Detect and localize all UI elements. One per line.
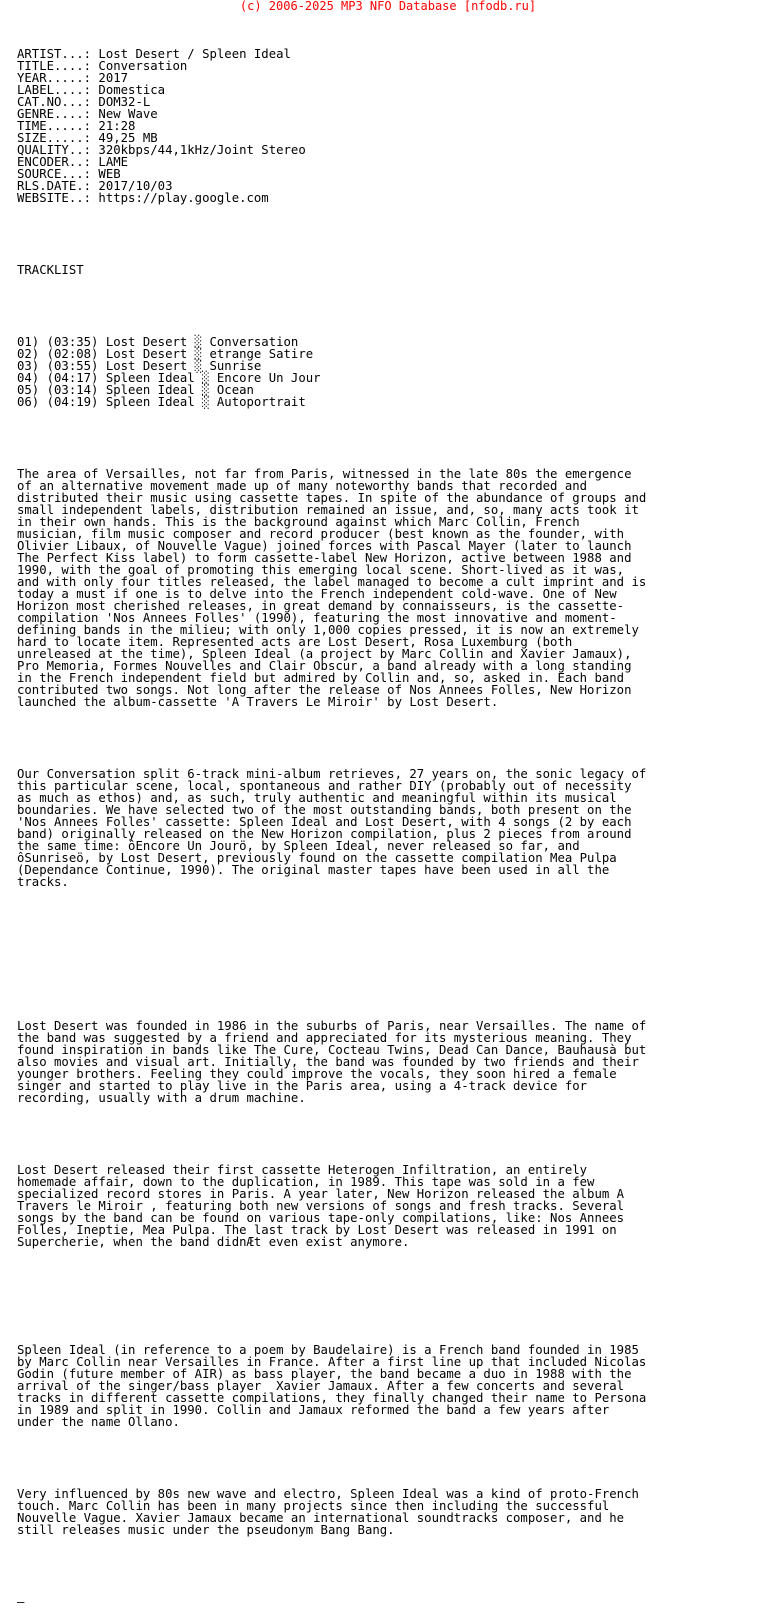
- text-line: (Dependance Continue, 1990). The original master tapes have been used in all the: [17, 863, 610, 877]
- text-line: in their own hands. This is the background against which Marc Collin, French: [17, 515, 580, 529]
- text-line: in the French independent field but admired by Collin and, so, asked in. Each band: [17, 671, 625, 685]
- text-line: the band was suggested by a friend and appreciated for its mysterious meaning. They: [17, 1031, 632, 1045]
- text-line: Lost Desert was founded in 1986 in the suburbs of Paris, near Versailles. The name of: [17, 1019, 647, 1033]
- lost-desert-bio-2: [17, 1164, 767, 1248]
- text-line: and with only four titles released, the label managed to become a cult imprint and is: [17, 575, 647, 589]
- info-line: GENRE....: New Wave: [17, 107, 158, 121]
- info-line: QUALITY..: 320kbps/44,1kHz/Joint Stereo: [17, 143, 306, 157]
- text-line: by Marc Collin near Versailles in France. After a first line up that included Nicolas: [17, 1355, 647, 1369]
- release-info: [17, 48, 767, 204]
- text-line: this particular scene, local, spontaneous and rather DIY (probably out of necessity: [17, 779, 632, 793]
- info-line: LABEL....: Domestica: [17, 83, 166, 97]
- spleen-ideal-bio-1: [17, 1344, 767, 1428]
- lost-desert-bio-1: [17, 1020, 767, 1104]
- text-line: 1990, with the goal of promoting this emerging local scene. Short-lived as it was,: [17, 563, 625, 577]
- info-line: ENCODER..: LAME: [17, 155, 129, 169]
- nfo-text: [17, 24, 767, 1620]
- text-line: tracks in different cassette compilations, they finally changed their name to Persona: [17, 1391, 647, 1405]
- text-line: Lost Desert released their first cassette Heterogen Infiltration, an entirely: [17, 1163, 588, 1177]
- text-line: also movies and visual art. Initially, the band was founded by two friends and their: [17, 1055, 639, 1069]
- text-line: Spleen Ideal (in reference to a poem by Baudelaire) is a French band founded in 1985: [17, 1343, 639, 1357]
- text-line: touch. Marc Collin has been in many projects since then including the successful: [17, 1499, 610, 1513]
- info-line: ARTIST...: Lost Desert / Spleen Ideal: [17, 47, 291, 61]
- text-line: in 1989 and split in 1990. Collin and Jamaux reformed the band a few years after: [17, 1403, 610, 1417]
- text-line: under the name Ollano.: [17, 1415, 180, 1429]
- text-line: Horizon most cherished releases, in great demand by connaisseurs, is the cassette-: [17, 599, 625, 613]
- text-line: Our Conversation split 6-track mini-album retrieves, 27 years on, the sonic legacy of: [17, 767, 647, 781]
- text-line: younger brothers. Feeling they could improve the vocals, they soon hired a female: [17, 1067, 617, 1081]
- info-line: TITLE....: Conversation: [17, 59, 188, 73]
- track-row: 05) (03:14) Spleen Ideal ░ Ocean: [17, 383, 254, 397]
- text-line: today a must if one is to delve into the French independent cold-wave. One of New: [17, 587, 617, 601]
- text-line: boundaries. We have selected two of the most outstanding bands, both present on the: [17, 803, 632, 817]
- text-line: singer and started to play live in the Paris area, using a 4-track device for: [17, 1079, 588, 1093]
- text-line: The Perfect Kiss label) to form cassette-label New Horizon, active between 1988 and: [17, 551, 632, 565]
- text-line: band) originally released on the New Horizon compilation, plus 2 pieces from around: [17, 827, 632, 841]
- text-line: musician, film music composer and record producer (best known as the founder, with: [17, 527, 625, 541]
- text-line: Folles, Ineptie, Mea Pulpa. The last track by Lost Desert was released in 1991 on: [17, 1223, 617, 1237]
- text-line: Olivier Libaux, of Nouvelle Vague) joined forces with Pascal Mayer (later to launch: [17, 539, 632, 553]
- text-line: defining bands in the milieu; with only 1,000 copies pressed, it is now an extremely: [17, 623, 639, 637]
- text-line: the same time: ôEncore Un Jourö, by Spleen Ideal, never released so far, and: [17, 839, 580, 853]
- info-line: TIME.....: 21:28: [17, 119, 136, 133]
- tracklist-heading: TRACKLIST: [17, 263, 84, 277]
- text-line: Very influenced by 80s new wave and electro, Spleen Ideal was a kind of proto-French: [17, 1487, 639, 1501]
- info-line: CAT.NO...: DOM32-L: [17, 95, 151, 109]
- text-line: ôSunriseö, by Lost Desert, previously found on the cassette compilation Mea Pulpa: [17, 851, 617, 865]
- text-line: recording, usually with a drum machine.: [17, 1091, 306, 1105]
- description-paragraph-1: [17, 468, 767, 708]
- text-line: homemade affair, down to the duplication, in 1989. This tape was sold in a few: [17, 1175, 595, 1189]
- text-line: specialized record stores in Paris. A year later, New Horizon released the album A: [17, 1187, 625, 1201]
- info-line: SOURCE...: WEB: [17, 167, 121, 181]
- text-line: distributed their music using cassette tapes. In spite of the abundance of groups and: [17, 491, 647, 505]
- text-line: small independent labels, distribution remained an issue, and, so, many acts took it: [17, 503, 639, 517]
- text-line: hard to locate item. Represented acts are Lost Desert, Rosa Luxemburg (both: [17, 635, 573, 649]
- text-line: launched the album-cassette 'A Travers Le Miroir' by Lost Desert.: [17, 695, 499, 709]
- track-row: 03) (03:55) Lost Desert ░ Sunrise: [17, 359, 262, 373]
- tracklist: [17, 336, 767, 408]
- track-row: 01) (03:35) Lost Desert ░ Conversation: [17, 335, 299, 349]
- text-line: unreleased at the time), Spleen Ideal (a project by Marc Collin and Xavier Jamaux),: [17, 647, 632, 661]
- info-line: RLS.DATE.: 2017/10/03: [17, 179, 173, 193]
- text-line: contributed two songs. Not long after the release of Nos Annees Folles, New Horizon: [17, 683, 632, 697]
- track-row: 06) (04:19) Spleen Ideal ░ Autoportrait: [17, 395, 306, 409]
- text-line: Godin (future member of AIR) as bass player, the band became a duo in 1988 with the: [17, 1367, 632, 1381]
- text-line: Pro Memoria, Formes Nouvelles and Clair Obscur, a band already with a long standing: [17, 659, 632, 673]
- info-line: SIZE.....: 49,25 MB: [17, 131, 158, 145]
- text-line: songs by the band can be found on various tape-only compilations, like: Nos Annees: [17, 1211, 625, 1225]
- text-line: Supercherie, when the band didnÆt even exist anymore.: [17, 1235, 410, 1249]
- text-line: compilation 'Nos Annees Folles' (1990), featuring the most innovative and moment-: [17, 611, 617, 625]
- text-line: Travers le Miroir , featuring both new versions of songs and fresh tracks. Several: [17, 1199, 625, 1213]
- track-row: 02) (02:08) Lost Desert ░ etrange Satire: [17, 347, 314, 361]
- text-line: arrival of the singer/bass player Xavier Jamaux. After a few concerts and several: [17, 1379, 625, 1393]
- text-line: 'Nos Annees Folles' cassette: Spleen Ideal and Lost Desert, with 4 songs (2 by each: [17, 815, 632, 829]
- info-line: YEAR.....: 2017: [17, 71, 129, 85]
- text-line: The area of Versailles, not far from Paris, witnessed in the late 80s the emergence: [17, 467, 632, 481]
- description-paragraph-2: [17, 768, 767, 888]
- info-line: WEBSITE..: https://play.google.com: [17, 191, 269, 205]
- spleen-ideal-bio-2: [17, 1488, 767, 1536]
- text-line: tracks.: [17, 875, 69, 889]
- text-line: of an alternative movement made up of many noteworthy bands that recorded and: [17, 479, 588, 493]
- footer-dash: –: [17, 1595, 25, 1609]
- text-line: Nouvelle Vague. Xavier Jamaux became an international soundtracks composer, and he: [17, 1511, 625, 1525]
- text-line: found inspiration in bands like The Cure, Cocteau Twins, Dead Can Dance, Bauhausà but: [17, 1043, 647, 1057]
- copyright-banner[interactable]: (c) 2006-2025 MP3 NFO Database [nfodb.ru]: [239, 0, 537, 13]
- text-line: as much as ethos) and, as such, truly authentic and meaningful within its musical: [17, 791, 617, 805]
- text-line: still releases music under the pseudonym Bang Bang.: [17, 1523, 395, 1537]
- track-row: 04) (04:17) Spleen Ideal ░ Encore Un Jour: [17, 371, 321, 385]
